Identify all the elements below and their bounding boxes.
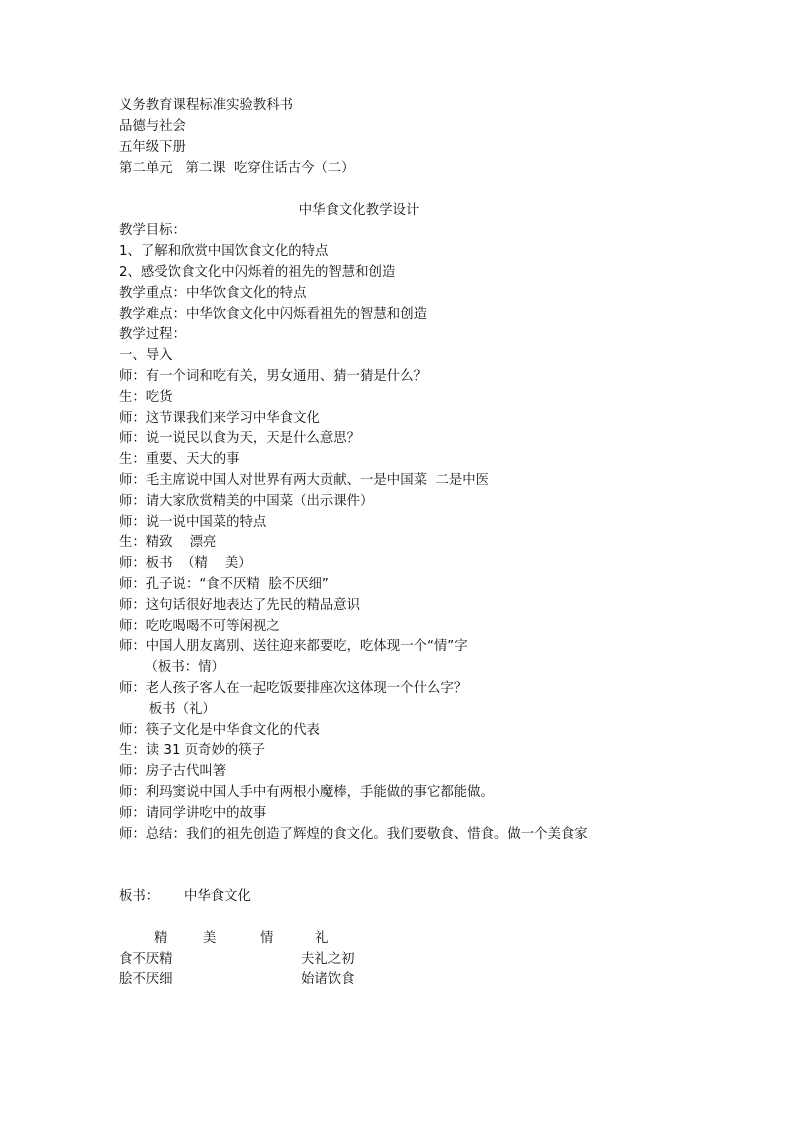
body-line: 教学重点：中华饮食文化的特点 <box>119 286 307 301</box>
body-line: 教学目标： <box>119 223 186 238</box>
body-line: 师：这句话很好地表达了先民的精品意识 <box>119 598 361 613</box>
board-row-left: 脍不厌细 <box>119 972 173 987</box>
body-line: 师：总结：我们的祖先创造了辉煌的食文化。我们要敬食、惜食。做一个美食家 <box>119 827 588 842</box>
body-line: 师：房子古代叫箸 <box>119 764 227 779</box>
body-line: 师：有一个词和吃有关，男女通用、猜一猜是什么？ <box>119 369 427 384</box>
board-heading: 中华食文化 <box>184 889 251 904</box>
header-line-subject: 品德与社会 <box>119 119 186 134</box>
body-line: 板书（礼） <box>119 702 216 717</box>
body-line: 2、感受饮食文化中闪烁着的祖先的智慧和创造 <box>119 265 396 280</box>
body-line: 师：毛主席说中国人对世界有两大贡献、一是中国菜 二是中医 <box>119 473 490 488</box>
body-line: 生：读 31 页奇妙的筷子 <box>119 743 266 758</box>
body-line: 师：中国人朋友离别、送往迎来都要吃，吃体现一个“情”字 <box>119 639 468 654</box>
body-line: 师：说一说中国菜的特点 <box>119 515 267 530</box>
board-row-left: 食不厌精 <box>119 952 173 967</box>
body-line: 教学过程： <box>119 327 186 342</box>
board-char: 美 <box>203 931 217 946</box>
body-line: 师：请同学讲吃中的故事 <box>119 806 267 821</box>
board-row-right: 夫礼之初 <box>301 952 355 967</box>
body-line: 师：筷子文化是中华食文化的代表 <box>119 723 320 738</box>
body-line: 师：孔子说：“食不厌精 脍不厌细” <box>119 577 329 592</box>
body-line: 生：吃货 <box>119 390 173 405</box>
board-char: 礼 <box>315 931 329 946</box>
board-char: 情 <box>260 931 274 946</box>
body-line: 师：老人孩子客人在一起吃饭要排座次这体现一个什么字？ <box>119 681 468 696</box>
body-line: 师：板书 （精 美） <box>119 556 252 571</box>
body-line: 1、了解和欣赏中国饮食文化的特点 <box>119 244 329 259</box>
body-line: （板书：情） <box>119 660 225 675</box>
header-line-lesson: 第二单元 第二课 吃穿住话古今（二） <box>119 161 355 176</box>
board-row-right: 始诸饮食 <box>301 972 355 987</box>
body-line: 师：说一说民以食为天，天是什么意思？ <box>119 431 361 446</box>
body-line: 生：精致 漂亮 <box>119 535 217 550</box>
board-char: 精 <box>154 931 168 946</box>
document-title: 中华食文化教学设计 <box>298 203 420 218</box>
body-line: 教学难点：中华饮食文化中闪烁看祖先的智慧和创造 <box>119 307 427 322</box>
header-line-series: 义务教育课程标准实验教科书 <box>119 98 294 113</box>
body-line: 生：重要、天大的事 <box>119 452 240 467</box>
body-line: 师：请大家欣赏精美的中国菜（出示课件） <box>119 494 374 509</box>
board-label: 板书： <box>119 889 160 904</box>
body-line: 一、导入 <box>119 348 173 363</box>
body-line: 师：这节课我们来学习中华食文化 <box>119 411 320 426</box>
body-line: 师：吃吃喝喝不可等闲视之 <box>119 619 280 634</box>
body-line: 师：利玛窦说中国人手中有两根小魔棒，手能做的事它都能做。 <box>119 785 494 800</box>
header-line-grade: 五年级下册 <box>119 140 186 155</box>
